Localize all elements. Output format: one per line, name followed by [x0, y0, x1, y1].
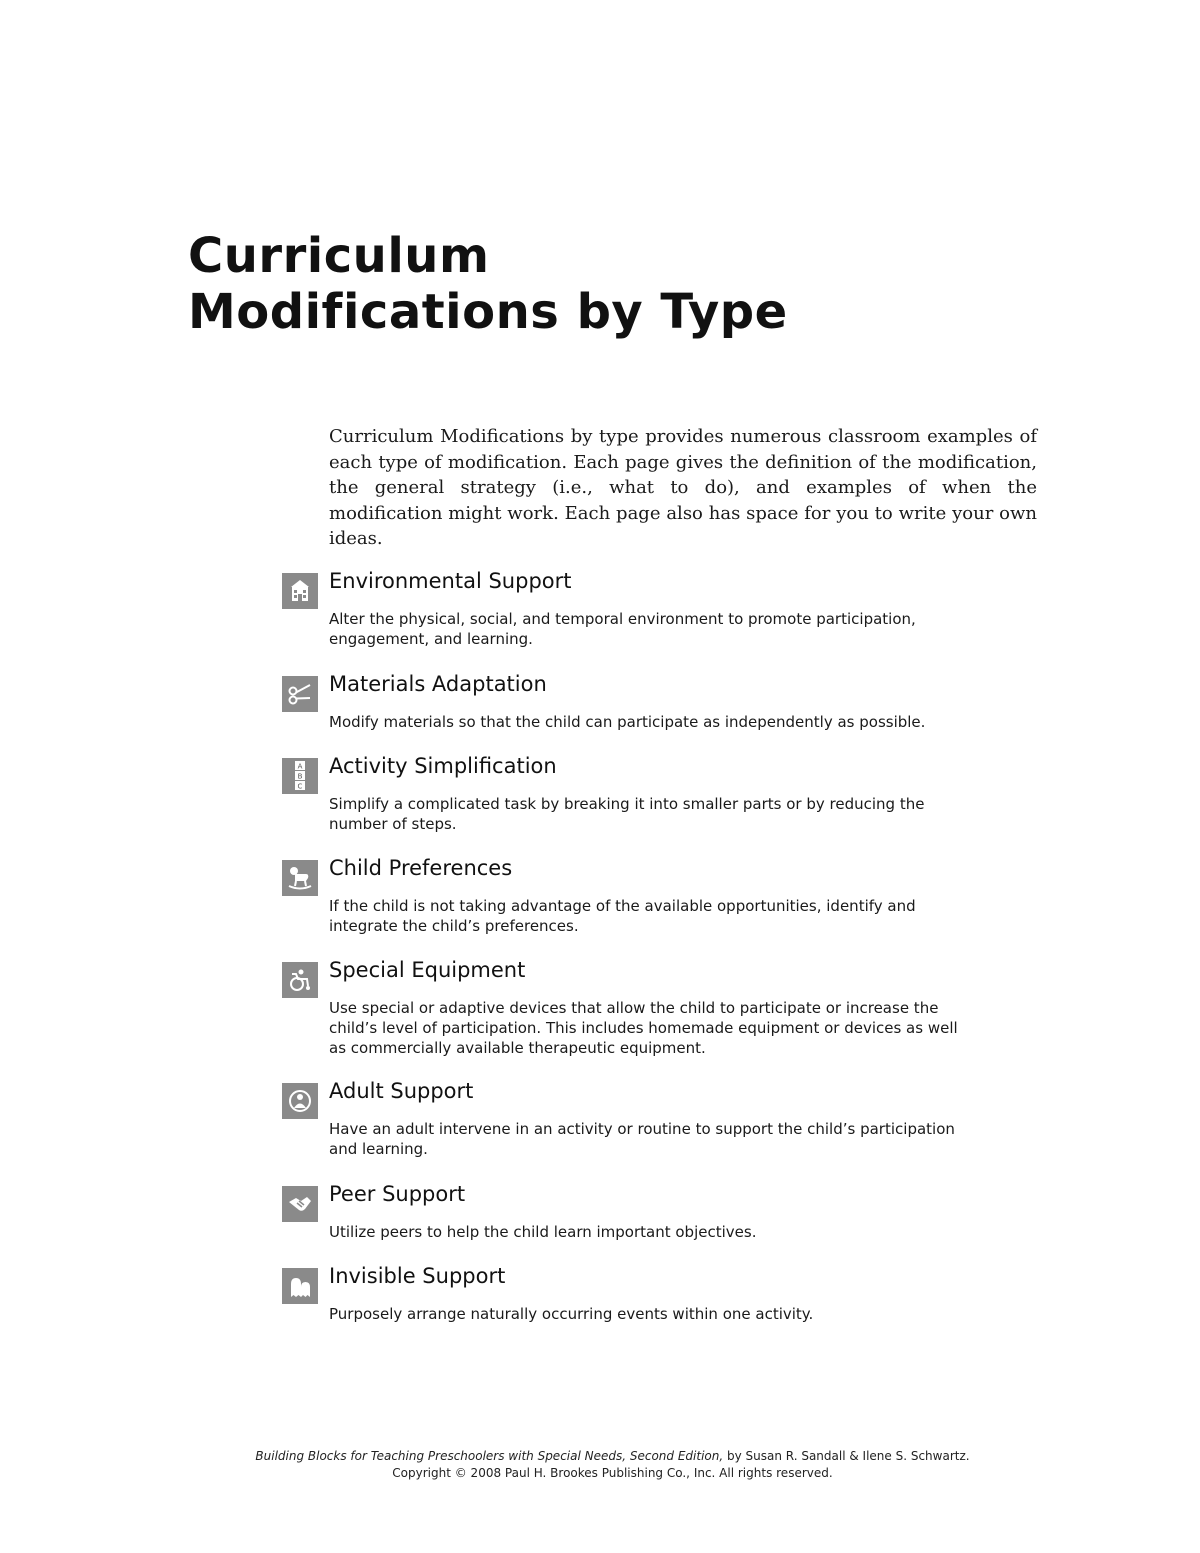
- handshake-icon: [282, 1186, 318, 1222]
- block-letter-a: A: [297, 762, 303, 771]
- modification-heading: Adult Support: [329, 1079, 474, 1103]
- modification-description: If the child is not taking advantage of the available opportunities, identify and integrate the child’s preferences.: [329, 897, 916, 935]
- abc-blocks-icon: [282, 758, 318, 794]
- footer-book-title: Building Blocks for Teaching Preschoolers with Special Needs, Second Edition,: [255, 1449, 724, 1463]
- modification-heading: Activity Simplification: [329, 754, 557, 778]
- modification-description: Utilize peers to help the child learn important objectives.: [329, 1223, 757, 1241]
- modification-description: Simplify a complicated task by breaking it into smaller parts or by reducing the number of steps.: [329, 795, 925, 833]
- modification-description: Have an adult intervene in an activity or routine to support the child’s participation and learning.: [329, 1120, 955, 1158]
- page-title-line-1: Curriculum: [188, 228, 490, 284]
- scissors-icon: [282, 676, 318, 712]
- footer-copyright: Copyright © 2008 Paul H. Brookes Publishing Co., Inc. All rights reserved.: [392, 1466, 833, 1480]
- modification-heading: Environmental Support: [329, 569, 572, 593]
- ghost-figures-icon: [282, 1268, 318, 1304]
- adult-icon: [282, 1083, 318, 1119]
- page-title-line-2: Modifications by Type: [188, 284, 788, 340]
- modification-heading: Invisible Support: [329, 1264, 506, 1288]
- wheelchair-icon: [282, 962, 318, 998]
- modification-description: Use special or adaptive devices that allow the child to participate or increase the child’s level of participation. This includes homemade equipment or devices as well as commercially available therapeutic equipment.: [329, 999, 958, 1057]
- block-letter-c: C: [297, 782, 303, 791]
- page-title: [188, 228, 788, 340]
- footer-citation: [0, 1448, 1200, 1465]
- modification-heading: Child Preferences: [329, 856, 513, 880]
- modification-heading: Peer Support: [329, 1182, 466, 1206]
- modification-heading: Materials Adaptation: [329, 672, 547, 696]
- page-footer: [0, 1448, 1200, 1482]
- rocking-horse-icon: [282, 860, 318, 896]
- block-letter-b: B: [297, 772, 303, 781]
- modification-description: Purposely arrange naturally occurring events within one activity.: [329, 1305, 814, 1323]
- intro-paragraph: Curriculum Modifications by type provides numerous classroom examples of each type of modification. Each page gives the definition of the modification, the general strategy (i.e., what to do), and examples of when the modification might work. Each page also has space for you to write your own ideas.: [329, 426, 1037, 549]
- modification-description: Modify materials so that the child can participate as independently as possible.: [329, 713, 926, 731]
- schoolhouse-icon: [282, 573, 318, 609]
- modification-heading: Special Equipment: [329, 958, 526, 982]
- modification-description: Alter the physical, social, and temporal environment to promote participation, engagement, and learning.: [329, 610, 916, 648]
- footer-authors: by Susan R. Sandall & Ilene S. Schwartz.: [723, 1449, 970, 1463]
